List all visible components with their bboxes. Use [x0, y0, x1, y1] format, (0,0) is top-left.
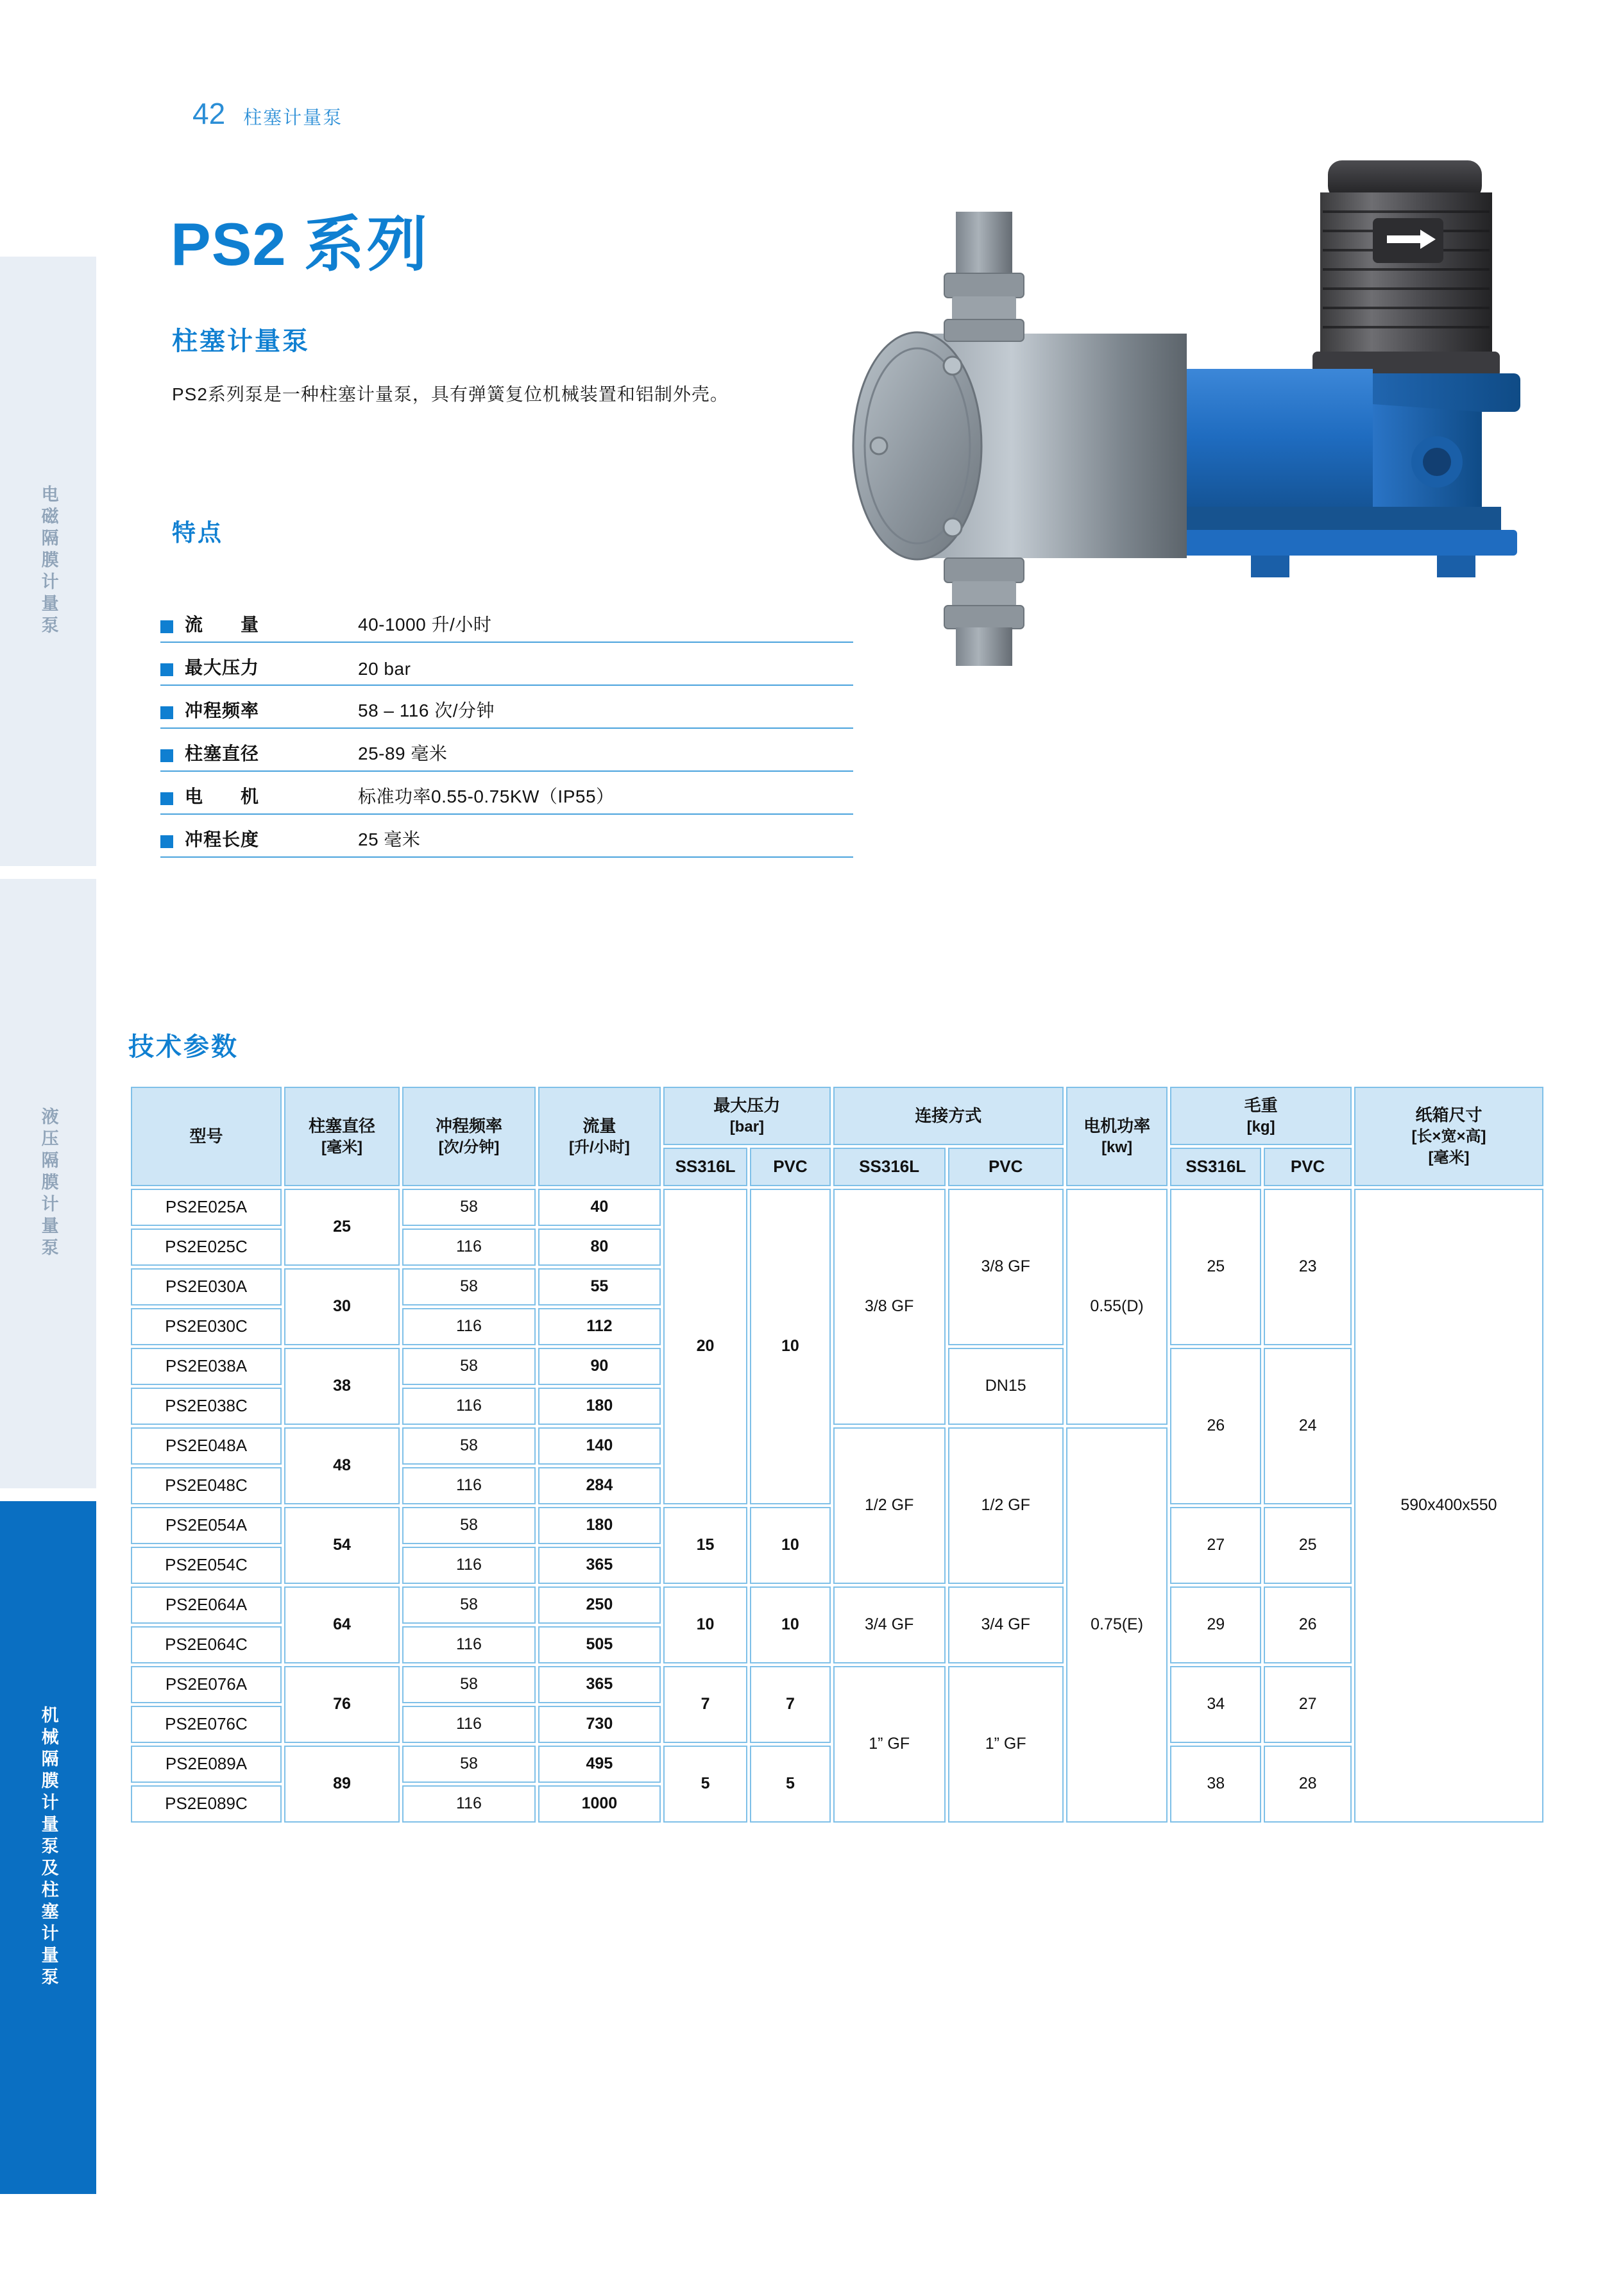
cell-flow: 495	[538, 1746, 661, 1783]
table-row	[131, 1586, 1543, 1624]
cell-weight-ss: 27	[1170, 1507, 1261, 1584]
subcol-pressure-ss316l: SS316L	[663, 1148, 747, 1186]
cell-connection-pvc: 1/2 GF	[948, 1427, 1064, 1584]
cell-flow: 1000	[538, 1785, 661, 1823]
cell-dia: 48	[284, 1427, 400, 1504]
header-category: 柱塞计量泵	[243, 108, 343, 128]
feature-row	[160, 729, 853, 772]
feature-row	[160, 600, 853, 643]
cell-flow: 112	[538, 1308, 661, 1345]
cell-model: PS2E054A	[131, 1507, 282, 1544]
feature-row	[160, 815, 853, 858]
cell-flow: 55	[538, 1268, 661, 1305]
cell-model: PS2E038A	[131, 1348, 282, 1385]
feature-label: 最大压力	[185, 658, 260, 677]
square-bullet-icon	[160, 620, 173, 633]
col-flow: 流量 [升/小时]	[538, 1087, 661, 1186]
cell-flow: 505	[538, 1626, 661, 1663]
cell-connection-ss: 3/4 GF	[833, 1586, 946, 1663]
cell-flow: 180	[538, 1507, 661, 1544]
cell-model: PS2E048A	[131, 1427, 282, 1465]
feature-row	[160, 643, 853, 686]
cell-motor: 0.75(E)	[1066, 1427, 1168, 1823]
cell-weight-pvc: 24	[1264, 1348, 1352, 1504]
feature-label: 流 量	[185, 615, 260, 634]
cell-model: PS2E054C	[131, 1547, 282, 1584]
feature-row	[160, 772, 853, 815]
sidebar-item-label: 液压隔膜计量泵	[38, 1107, 58, 1260]
square-bullet-icon	[160, 663, 173, 676]
cell-freq: 58	[402, 1666, 536, 1703]
cell-model: PS2E030C	[131, 1308, 282, 1345]
page-number: 42	[192, 97, 226, 130]
cell-weight-pvc: 23	[1264, 1189, 1352, 1345]
cell-freq: 116	[402, 1626, 536, 1663]
cell-weight-ss: 38	[1170, 1746, 1261, 1823]
suction-pipe	[956, 212, 1012, 276]
col-max-pressure: 最大压力 [bar]	[663, 1087, 831, 1145]
cell-freq: 116	[402, 1229, 536, 1266]
cell-pressure-pvc: 10	[750, 1189, 831, 1504]
cell-freq: 116	[402, 1785, 536, 1823]
subcol-weight-ss316l: SS316L	[1170, 1148, 1261, 1186]
cell-connection-ss: 1” GF	[833, 1666, 946, 1823]
subcol-connection-ss316l: SS316L	[833, 1148, 946, 1186]
feature-value: 25-89 毫米	[358, 744, 448, 763]
gearbox-port-inner	[1423, 448, 1451, 476]
cell-freq: 58	[402, 1348, 536, 1385]
col-motor-power: 电机功率 [kw]	[1066, 1087, 1168, 1186]
cell-freq: 58	[402, 1427, 536, 1465]
sidebar-item-label: 电磁隔膜计量泵	[38, 485, 58, 638]
cell-flow: 180	[538, 1388, 661, 1425]
cell-freq: 116	[402, 1706, 536, 1743]
cell-connection-pvc: 3/4 GF	[948, 1586, 1064, 1663]
base-foot	[1437, 556, 1475, 577]
cell-freq: 116	[402, 1467, 536, 1504]
cell-freq: 58	[402, 1746, 536, 1783]
motor-body	[1320, 192, 1492, 359]
cell-model: PS2E089A	[131, 1746, 282, 1783]
lower-nut	[944, 558, 1024, 583]
subcol-connection-pvc: PVC	[948, 1148, 1064, 1186]
cell-model: PS2E076A	[131, 1666, 282, 1703]
head-bolt	[944, 518, 962, 536]
cell-pressure-pvc: 5	[750, 1746, 831, 1823]
col-model: 型号	[131, 1087, 282, 1186]
subcol-pressure-pvc: PVC	[750, 1148, 831, 1186]
cell-flow: 250	[538, 1586, 661, 1624]
cell-weight-ss: 34	[1170, 1666, 1261, 1743]
cell-pressure-ss: 5	[663, 1746, 747, 1823]
features-heading: 特点	[172, 520, 223, 546]
square-bullet-icon	[160, 749, 173, 762]
features-list	[160, 600, 853, 858]
cell-pressure-pvc: 10	[750, 1586, 831, 1663]
discharge-pipe	[956, 627, 1012, 666]
sidebar-item-label: 机械隔膜计量泵及柱塞计量泵	[38, 1706, 58, 1989]
upper-nut-2	[944, 319, 1024, 341]
feature-value: 标准功率0.55-0.75KW（IP55）	[358, 787, 615, 806]
subcol-weight-pvc: PVC	[1264, 1148, 1352, 1186]
cell-dia: 76	[284, 1666, 400, 1743]
cell-model: PS2E048C	[131, 1467, 282, 1504]
cell-model: PS2E064A	[131, 1586, 282, 1624]
cell-freq: 116	[402, 1547, 536, 1584]
head-bolt	[944, 357, 962, 375]
cell-carton: 590x400x550	[1354, 1189, 1543, 1823]
square-bullet-icon	[160, 835, 173, 848]
cell-connection-pvc: 3/8 GF	[948, 1189, 1064, 1345]
sidebar-item-electromagnetic[interactable]	[0, 257, 96, 866]
cell-freq: 58	[402, 1268, 536, 1305]
cell-pressure-pvc: 7	[750, 1666, 831, 1743]
feature-label: 冲程长度	[185, 829, 260, 849]
cell-freq: 58	[402, 1507, 536, 1544]
feature-value: 58 – 116 次/分钟	[358, 701, 495, 720]
page-title	[171, 196, 430, 282]
cell-dia: 64	[284, 1586, 400, 1663]
table-row	[131, 1189, 1543, 1226]
upper-nut	[944, 273, 1024, 298]
cell-connection-ss: 1/2 GF	[833, 1427, 946, 1584]
feature-value: 20 bar	[358, 659, 411, 679]
cell-freq: 58	[402, 1189, 536, 1226]
square-bullet-icon	[160, 706, 173, 719]
col-carton-size: 纸箱尺寸 [长×宽×高] [毫米]	[1354, 1087, 1543, 1186]
cell-dia: 30	[284, 1268, 400, 1345]
cell-flow: 80	[538, 1229, 661, 1266]
cell-dia: 54	[284, 1507, 400, 1584]
col-connection: 连接方式	[833, 1087, 1064, 1145]
cell-model: PS2E038C	[131, 1388, 282, 1425]
page-subtitle: 柱塞计量泵	[172, 327, 310, 355]
cell-weight-ss: 26	[1170, 1348, 1261, 1504]
cell-flow: 284	[538, 1467, 661, 1504]
cell-dia: 38	[284, 1348, 400, 1425]
feature-row	[160, 686, 853, 729]
series-name: PS2	[171, 210, 287, 278]
cell-flow: 140	[538, 1427, 661, 1465]
feature-label: 柱塞直径	[185, 744, 260, 763]
cell-model: PS2E076C	[131, 1706, 282, 1743]
cell-model: PS2E030A	[131, 1268, 282, 1305]
cell-flow: 730	[538, 1706, 661, 1743]
cell-flow: 365	[538, 1547, 661, 1584]
cell-weight-ss: 29	[1170, 1586, 1261, 1663]
intro-paragraph: PS2系列泵是一种柱塞计量泵，具有弹簧复位机械装置和铝制外壳。	[172, 384, 729, 404]
lower-collar	[952, 581, 1016, 607]
base-foot	[1251, 556, 1289, 577]
cell-weight-pvc: 27	[1264, 1666, 1352, 1743]
feature-label: 冲程频率	[185, 701, 260, 720]
head-bolt	[871, 438, 887, 454]
cell-pressure-ss: 20	[663, 1189, 747, 1504]
cell-model: PS2E089C	[131, 1785, 282, 1823]
spec-table	[128, 1084, 1546, 1825]
cell-flow: 365	[538, 1666, 661, 1703]
cell-dia: 89	[284, 1746, 400, 1823]
cell-weight-pvc: 28	[1264, 1746, 1352, 1823]
side-tab-rail	[0, 0, 96, 2296]
cell-motor: 0.55(D)	[1066, 1189, 1168, 1425]
col-plunger-dia: 柱塞直径 [毫米]	[284, 1087, 400, 1186]
table-row	[131, 1666, 1543, 1703]
square-bullet-icon	[160, 792, 173, 805]
product-photo	[840, 148, 1546, 937]
base-upper	[1142, 507, 1501, 532]
cell-connection-pvc: 1” GF	[948, 1666, 1064, 1823]
upper-collar	[952, 296, 1016, 321]
cell-dia: 25	[284, 1189, 400, 1266]
spec-heading: 技术参数	[128, 1033, 239, 1061]
feature-value: 40-1000 升/小时	[358, 615, 492, 634]
cell-freq: 58	[402, 1586, 536, 1624]
cell-model: PS2E025C	[131, 1229, 282, 1266]
cell-model: PS2E025A	[131, 1189, 282, 1226]
feature-label: 电 机	[185, 787, 260, 806]
col-gross-weight: 毛重 [kg]	[1170, 1087, 1352, 1145]
cell-pressure-ss: 15	[663, 1507, 747, 1584]
sidebar-item-hydraulic[interactable]	[0, 879, 96, 1488]
cell-flow: 90	[538, 1348, 661, 1385]
sidebar-item-mechanical[interactable]	[0, 1501, 96, 2194]
cell-freq: 116	[402, 1388, 536, 1425]
cell-connection-ss: 3/8 GF	[833, 1189, 946, 1425]
page-header	[192, 96, 343, 131]
feature-value: 25 毫米	[358, 829, 421, 849]
cell-weight-pvc: 25	[1264, 1507, 1352, 1584]
col-stroke-frequency: 冲程频率 [次/分钟]	[402, 1087, 536, 1186]
cell-pressure-pvc: 10	[750, 1507, 831, 1584]
cell-weight-ss: 25	[1170, 1189, 1261, 1345]
cell-flow: 40	[538, 1189, 661, 1226]
lower-nut-2	[944, 606, 1024, 629]
cell-freq: 116	[402, 1308, 536, 1345]
cell-connection-pvc: DN15	[948, 1348, 1064, 1425]
table-header-row	[131, 1087, 1543, 1145]
cell-model: PS2E064C	[131, 1626, 282, 1663]
cell-weight-pvc: 26	[1264, 1586, 1352, 1663]
cell-pressure-ss: 10	[663, 1586, 747, 1663]
series-suffix: 系列	[303, 210, 430, 278]
cell-pressure-ss: 7	[663, 1666, 747, 1743]
